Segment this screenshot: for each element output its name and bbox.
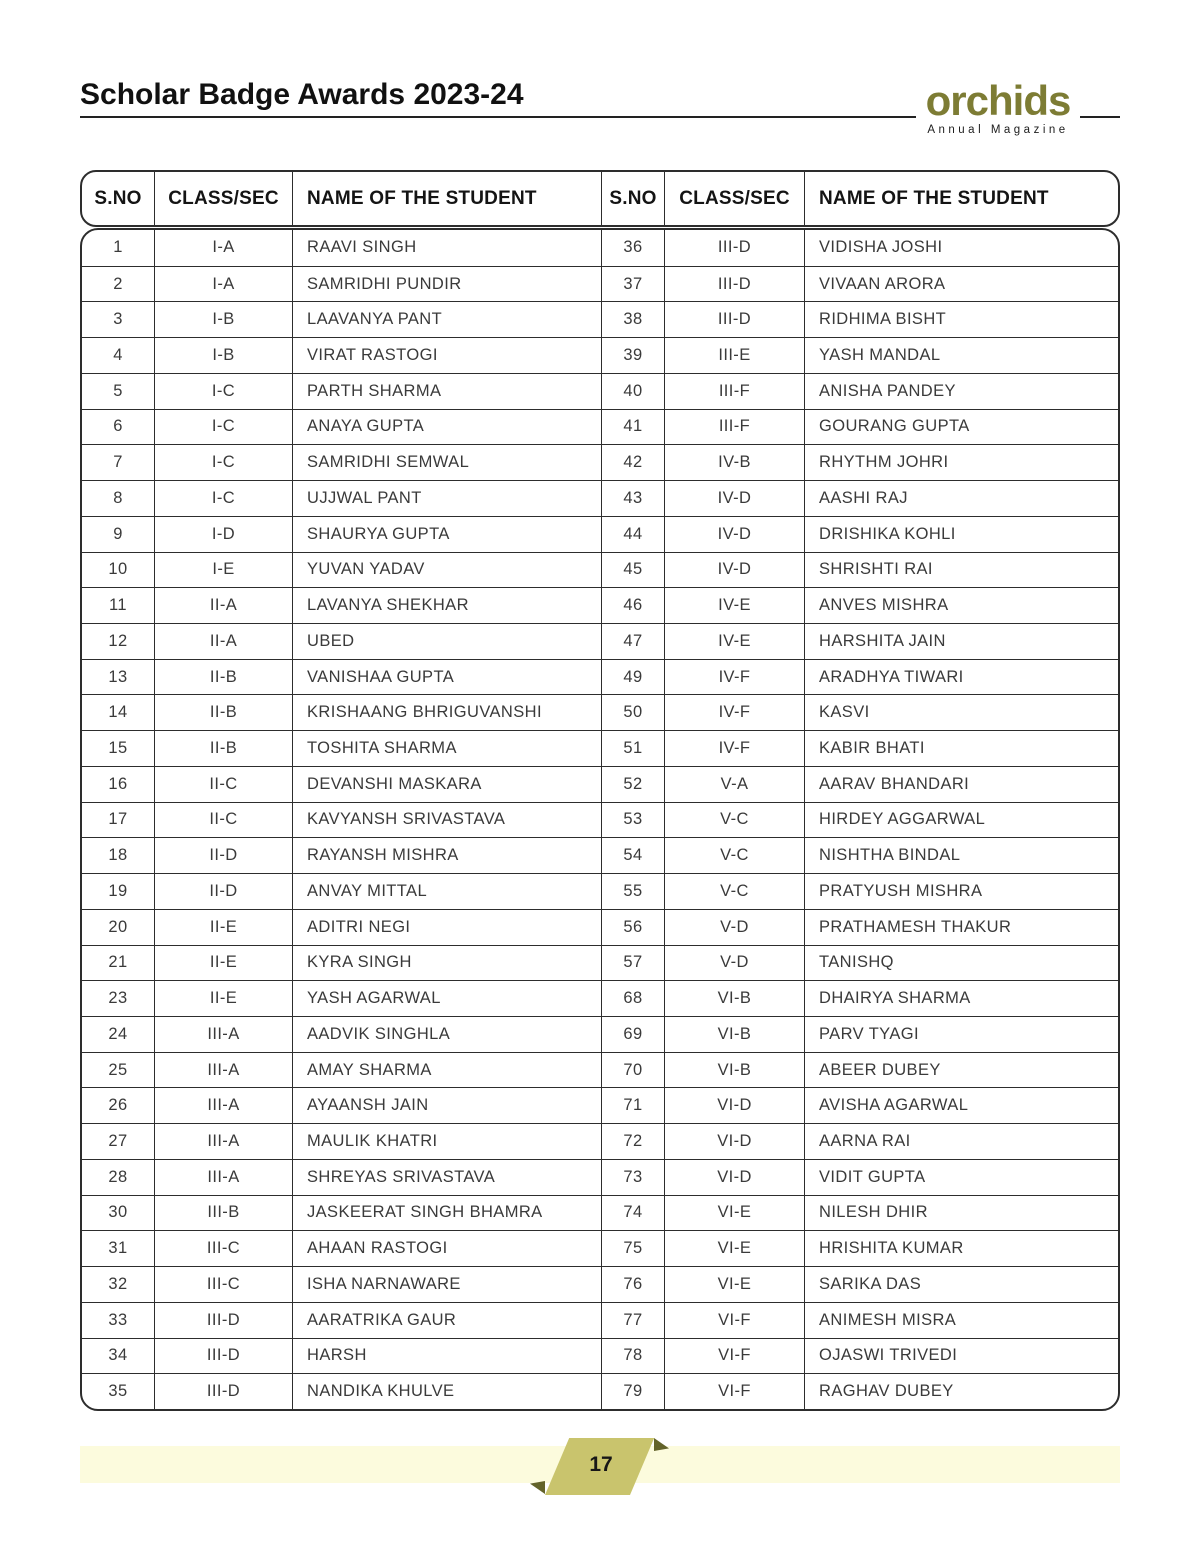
- cell-name-right: ABEER DUBEY: [819, 1060, 941, 1079]
- cell-name-right: HRISHITA KUMAR: [819, 1239, 964, 1258]
- cell-class-left: II-B: [155, 695, 293, 730]
- cell-name-left: NANDIKA KHULVE: [293, 1374, 602, 1409]
- cell-class-left: II-B: [155, 731, 293, 766]
- cell-sno-left: 19: [82, 874, 155, 909]
- table-row: [82, 766, 1118, 802]
- cell-name-right: KASVI: [819, 703, 870, 722]
- cell-class-left: I-C: [155, 410, 293, 445]
- cell-name-left: KAVYANSH SRIVASTAVA: [293, 803, 602, 838]
- cell-sno-right: 51: [602, 731, 665, 766]
- cell-name-right: RIDHIMA BISHT: [819, 310, 947, 329]
- cell-class-right: III-D: [665, 267, 805, 302]
- cell-class-right: IV-D: [665, 517, 805, 552]
- cell-name-left: LAVANYA SHEKHAR: [293, 588, 602, 623]
- cell-name-left: AYAANSH JAIN: [293, 1088, 602, 1123]
- cell-sno-left: 27: [82, 1124, 155, 1159]
- cell-sno-right: 36: [602, 230, 665, 266]
- cell-class-right: V-C: [665, 803, 805, 838]
- cell-name-right: SARIKA DAS: [819, 1274, 922, 1293]
- cell-name-left: SAMRIDHI PUNDIR: [293, 267, 602, 302]
- cell-name-left: AMAY SHARMA: [293, 1053, 602, 1088]
- table-row: [82, 980, 1118, 1016]
- cell-class-left: II-E: [155, 946, 293, 981]
- table-row: [82, 444, 1118, 480]
- table-row: [82, 837, 1118, 873]
- table-row: [82, 1266, 1118, 1302]
- cell-class-right: V-D: [665, 910, 805, 945]
- cell-sno-right: 46: [602, 588, 665, 623]
- cell-class-right: IV-E: [665, 624, 805, 659]
- cell-name-left: MAULIK KHATRI: [293, 1124, 602, 1159]
- logo-tagline: Annual Magazine: [927, 124, 1069, 136]
- cell-name-left: ISHA NARNAWARE: [293, 1267, 602, 1302]
- cell-name-left: VANISHAA GUPTA: [293, 660, 602, 695]
- cell-sno-right: 40: [602, 374, 665, 409]
- cell-sno-left: 26: [82, 1088, 155, 1123]
- cell-name-left: LAAVANYA PANT: [293, 302, 602, 337]
- orchids-logo: [916, 77, 1080, 136]
- cell-name-right: HARSHITA JAIN: [819, 631, 946, 650]
- cell-class-right: III-F: [665, 410, 805, 445]
- cell-class-left: I-C: [155, 481, 293, 516]
- cell-sno-right: 53: [602, 803, 665, 838]
- cell-class-right: IV-F: [665, 695, 805, 730]
- cell-name-left: UBED: [293, 624, 602, 659]
- cell-class-right: VI-F: [665, 1374, 805, 1409]
- cell-name-right: PRATYUSH MISHRA: [819, 881, 983, 900]
- ribbon-fold-bottom-icon: [530, 1481, 545, 1494]
- table-row: [82, 1302, 1118, 1338]
- cell-class-left: III-C: [155, 1267, 293, 1302]
- cell-class-left: II-D: [155, 874, 293, 909]
- cell-name-left: SHAURYA GUPTA: [293, 517, 602, 552]
- cell-class-left: I-E: [155, 553, 293, 588]
- cell-class-left: I-D: [155, 517, 293, 552]
- cell-sno-left: 35: [82, 1374, 155, 1409]
- cell-name-right: VIDIT GUPTA: [819, 1167, 926, 1186]
- table-row: [82, 1195, 1118, 1231]
- table-row: [82, 230, 1118, 266]
- cell-name-right: NILESH DHIR: [819, 1203, 928, 1222]
- table-row: [82, 1052, 1118, 1088]
- cell-sno-left: 20: [82, 910, 155, 945]
- cell-sno-left: 14: [82, 695, 155, 730]
- table-row: [82, 337, 1118, 373]
- cell-name-right: RAGHAV DUBEY: [819, 1382, 954, 1401]
- cell-name-right: PARV TYAGI: [819, 1024, 919, 1043]
- table-row: [82, 802, 1118, 838]
- cell-sno-right: 41: [602, 410, 665, 445]
- logo-brand-text: orchids: [925, 77, 1071, 124]
- cell-name-left: RAYANSH MISHRA: [293, 838, 602, 873]
- cell-name-left: ADITRI NEGI: [293, 910, 602, 945]
- cell-class-left: III-A: [155, 1160, 293, 1195]
- cell-name-left: AARATRIKA GAUR: [293, 1303, 602, 1338]
- cell-class-left: III-B: [155, 1196, 293, 1231]
- cell-name-left: HARSH: [293, 1339, 602, 1374]
- cell-class-left: III-A: [155, 1088, 293, 1123]
- cell-sno-right: 39: [602, 338, 665, 373]
- cell-name-right: AASHI RAJ: [819, 488, 908, 507]
- cell-name-right: RHYTHM JOHRI: [819, 453, 949, 472]
- cell-class-right: IV-D: [665, 553, 805, 588]
- table-row: [82, 409, 1118, 445]
- cell-sno-right: 74: [602, 1196, 665, 1231]
- cell-name-right: TANISHQ: [819, 953, 894, 972]
- cell-name-right: VIDISHA JOSHI: [819, 238, 943, 257]
- table-row: [82, 1373, 1118, 1409]
- cell-sno-left: 3: [82, 302, 155, 337]
- cell-class-right: III-F: [665, 374, 805, 409]
- cell-class-left: II-A: [155, 588, 293, 623]
- cell-class-right: III-E: [665, 338, 805, 373]
- cell-class-right: V-A: [665, 767, 805, 802]
- cell-sno-left: 2: [82, 267, 155, 302]
- cell-sno-left: 9: [82, 517, 155, 552]
- cell-class-left: III-C: [155, 1231, 293, 1266]
- cell-name-right: NISHTHA BINDAL: [819, 846, 961, 865]
- table-row: [82, 516, 1118, 552]
- cell-sno-left: 6: [82, 410, 155, 445]
- cell-name-left: KRISHAANG BHRIGUVANSHI: [293, 695, 602, 730]
- cell-name-left: KYRA SINGH: [293, 946, 602, 981]
- cell-class-right: VI-D: [665, 1124, 805, 1159]
- column-header-name-left: NAME OF THE STUDENT: [293, 172, 602, 225]
- cell-sno-left: 11: [82, 588, 155, 623]
- table-row: [82, 1123, 1118, 1159]
- cell-name-left: SAMRIDHI SEMWAL: [293, 445, 602, 480]
- cell-sno-right: 72: [602, 1124, 665, 1159]
- cell-sno-left: 12: [82, 624, 155, 659]
- cell-sno-right: 55: [602, 874, 665, 909]
- column-header-name-right: NAME OF THE STUDENT: [819, 187, 1049, 209]
- cell-class-right: VI-D: [665, 1088, 805, 1123]
- cell-name-right: HIRDEY AGGARWAL: [819, 810, 986, 829]
- cell-sno-left: 34: [82, 1339, 155, 1374]
- cell-sno-right: 79: [602, 1374, 665, 1409]
- table-row: [82, 1338, 1118, 1374]
- cell-sno-right: 75: [602, 1231, 665, 1266]
- cell-sno-right: 54: [602, 838, 665, 873]
- page-number-ribbon: [528, 1436, 668, 1498]
- cell-name-left: YUVAN YADAV: [293, 553, 602, 588]
- cell-sno-right: 73: [602, 1160, 665, 1195]
- cell-sno-left: 17: [82, 803, 155, 838]
- table-row: [82, 1087, 1118, 1123]
- table-row: [82, 694, 1118, 730]
- cell-sno-right: 70: [602, 1053, 665, 1088]
- cell-name-left: RAAVI SINGH: [293, 230, 602, 266]
- cell-sno-left: 32: [82, 1267, 155, 1302]
- table-header-row: [80, 170, 1120, 227]
- table-row: [82, 730, 1118, 766]
- cell-name-left: VIRAT RASTOGI: [293, 338, 602, 373]
- cell-class-right: V-C: [665, 838, 805, 873]
- cell-sno-right: 37: [602, 267, 665, 302]
- cell-name-right: GOURANG GUPTA: [819, 417, 970, 436]
- cell-sno-left: 33: [82, 1303, 155, 1338]
- cell-class-left: I-B: [155, 338, 293, 373]
- cell-name-left: ANVAY MITTAL: [293, 874, 602, 909]
- cell-class-right: V-C: [665, 874, 805, 909]
- cell-sno-left: 23: [82, 981, 155, 1016]
- cell-class-left: III-A: [155, 1124, 293, 1159]
- cell-sno-left: 15: [82, 731, 155, 766]
- cell-name-right: ARADHYA TIWARI: [819, 667, 964, 686]
- cell-sno-left: 7: [82, 445, 155, 480]
- cell-sno-left: 18: [82, 838, 155, 873]
- cell-class-right: V-D: [665, 946, 805, 981]
- cell-class-left: I-A: [155, 230, 293, 266]
- ribbon-fold-top-icon: [654, 1438, 669, 1451]
- cell-sno-left: 28: [82, 1160, 155, 1195]
- cell-class-right: IV-F: [665, 660, 805, 695]
- cell-class-right: IV-D: [665, 481, 805, 516]
- cell-name-left: PARTH SHARMA: [293, 374, 602, 409]
- cell-class-left: III-A: [155, 1017, 293, 1052]
- cell-sno-left: 21: [82, 946, 155, 981]
- table-row: [82, 659, 1118, 695]
- cell-name-left: SHREYAS SRIVASTAVA: [293, 1160, 602, 1195]
- table-body: [80, 228, 1120, 1411]
- cell-name-right: SHRISHTI RAI: [819, 560, 933, 579]
- page-title: Scholar Badge Awards 2023-24: [80, 78, 524, 111]
- cell-class-left: I-C: [155, 445, 293, 480]
- cell-sno-right: 49: [602, 660, 665, 695]
- cell-class-right: VI-B: [665, 1017, 805, 1052]
- cell-class-right: VI-E: [665, 1196, 805, 1231]
- cell-class-right: VI-F: [665, 1339, 805, 1374]
- table-row: [82, 266, 1118, 302]
- cell-sno-right: 57: [602, 946, 665, 981]
- cell-sno-right: 50: [602, 695, 665, 730]
- cell-sno-left: 24: [82, 1017, 155, 1052]
- cell-name-right: ANISHA PANDEY: [819, 381, 956, 400]
- page-number: 17: [589, 1453, 613, 1476]
- cell-sno-right: 43: [602, 481, 665, 516]
- cell-class-left: II-E: [155, 910, 293, 945]
- cell-name-left: JASKEERAT SINGH BHAMRA: [293, 1196, 602, 1231]
- table-row: [82, 909, 1118, 945]
- cell-class-left: III-D: [155, 1374, 293, 1409]
- cell-name-left: YASH AGARWAL: [293, 981, 602, 1016]
- table-row: [82, 945, 1118, 981]
- table-row: [82, 480, 1118, 516]
- cell-class-right: VI-D: [665, 1160, 805, 1195]
- cell-sno-right: 71: [602, 1088, 665, 1123]
- cell-name-left: DEVANSHI MASKARA: [293, 767, 602, 802]
- cell-name-left: AADVIK SINGHLA: [293, 1017, 602, 1052]
- column-header-class-left: CLASS/SEC: [155, 172, 293, 225]
- cell-name-right: OJASWI TRIVEDI: [819, 1346, 958, 1365]
- cell-class-right: III-D: [665, 230, 805, 266]
- column-header-class-right: CLASS/SEC: [665, 172, 805, 225]
- table-row: [82, 873, 1118, 909]
- table-row: [82, 1159, 1118, 1195]
- cell-sno-left: 25: [82, 1053, 155, 1088]
- cell-sno-right: 56: [602, 910, 665, 945]
- column-header-sno-left: S.NO: [82, 172, 155, 225]
- cell-class-left: III-D: [155, 1339, 293, 1374]
- cell-name-right: KABIR BHATI: [819, 739, 925, 758]
- table-row: [82, 587, 1118, 623]
- cell-name-left: AHAAN RASTOGI: [293, 1231, 602, 1266]
- cell-class-right: IV-F: [665, 731, 805, 766]
- cell-name-right: AVISHA AGARWAL: [819, 1096, 969, 1115]
- cell-sno-left: 8: [82, 481, 155, 516]
- cell-sno-left: 13: [82, 660, 155, 695]
- cell-sno-right: 68: [602, 981, 665, 1016]
- cell-sno-right: 45: [602, 553, 665, 588]
- cell-class-left: I-B: [155, 302, 293, 337]
- cell-name-right: VIVAAN ARORA: [819, 274, 946, 293]
- cell-class-right: VI-F: [665, 1303, 805, 1338]
- cell-class-right: VI-E: [665, 1231, 805, 1266]
- cell-class-right: VI-E: [665, 1267, 805, 1302]
- cell-sno-left: 4: [82, 338, 155, 373]
- cell-name-left: TOSHITA SHARMA: [293, 731, 602, 766]
- table-row: [82, 301, 1118, 337]
- table-row: [82, 552, 1118, 588]
- cell-name-left: ANAYA GUPTA: [293, 410, 602, 445]
- cell-class-right: IV-E: [665, 588, 805, 623]
- cell-sno-right: 42: [602, 445, 665, 480]
- table-row: [82, 1230, 1118, 1266]
- cell-name-right: PRATHAMESH THAKUR: [819, 917, 1012, 936]
- cell-class-right: III-D: [665, 302, 805, 337]
- cell-class-left: II-C: [155, 767, 293, 802]
- cell-sno-left: 30: [82, 1196, 155, 1231]
- cell-name-right: DRISHIKA KOHLI: [819, 524, 956, 543]
- cell-class-left: I-A: [155, 267, 293, 302]
- column-header-sno-right: S.NO: [602, 172, 665, 225]
- cell-class-right: VI-B: [665, 981, 805, 1016]
- cell-name-right: DHAIRYA SHARMA: [819, 989, 971, 1008]
- cell-sno-right: 38: [602, 302, 665, 337]
- cell-sno-right: 78: [602, 1339, 665, 1374]
- cell-sno-left: 16: [82, 767, 155, 802]
- cell-class-right: IV-B: [665, 445, 805, 480]
- cell-sno-left: 31: [82, 1231, 155, 1266]
- cell-class-left: II-D: [155, 838, 293, 873]
- cell-sno-left: 5: [82, 374, 155, 409]
- cell-name-right: AARNA RAI: [819, 1132, 911, 1151]
- cell-name-right: ANIMESH MISRA: [819, 1310, 957, 1329]
- cell-name-right: AARAV BHANDARI: [819, 774, 970, 793]
- cell-sno-right: 69: [602, 1017, 665, 1052]
- cell-name-left: UJJWAL PANT: [293, 481, 602, 516]
- cell-class-left: II-A: [155, 624, 293, 659]
- table-row: [82, 373, 1118, 409]
- cell-sno-right: 44: [602, 517, 665, 552]
- cell-sno-right: 77: [602, 1303, 665, 1338]
- cell-sno-left: 10: [82, 553, 155, 588]
- table-row: [82, 1016, 1118, 1052]
- cell-class-right: VI-B: [665, 1053, 805, 1088]
- cell-sno-right: 52: [602, 767, 665, 802]
- cell-class-left: I-C: [155, 374, 293, 409]
- cell-class-left: III-A: [155, 1053, 293, 1088]
- cell-sno-right: 76: [602, 1267, 665, 1302]
- cell-sno-left: 1: [82, 230, 155, 266]
- table-row: [82, 623, 1118, 659]
- cell-sno-right: 47: [602, 624, 665, 659]
- cell-class-left: II-C: [155, 803, 293, 838]
- cell-class-left: II-E: [155, 981, 293, 1016]
- cell-name-right: ANVES MISHRA: [819, 596, 949, 615]
- cell-class-left: III-D: [155, 1303, 293, 1338]
- cell-name-right: YASH MANDAL: [819, 346, 941, 365]
- cell-class-left: II-B: [155, 660, 293, 695]
